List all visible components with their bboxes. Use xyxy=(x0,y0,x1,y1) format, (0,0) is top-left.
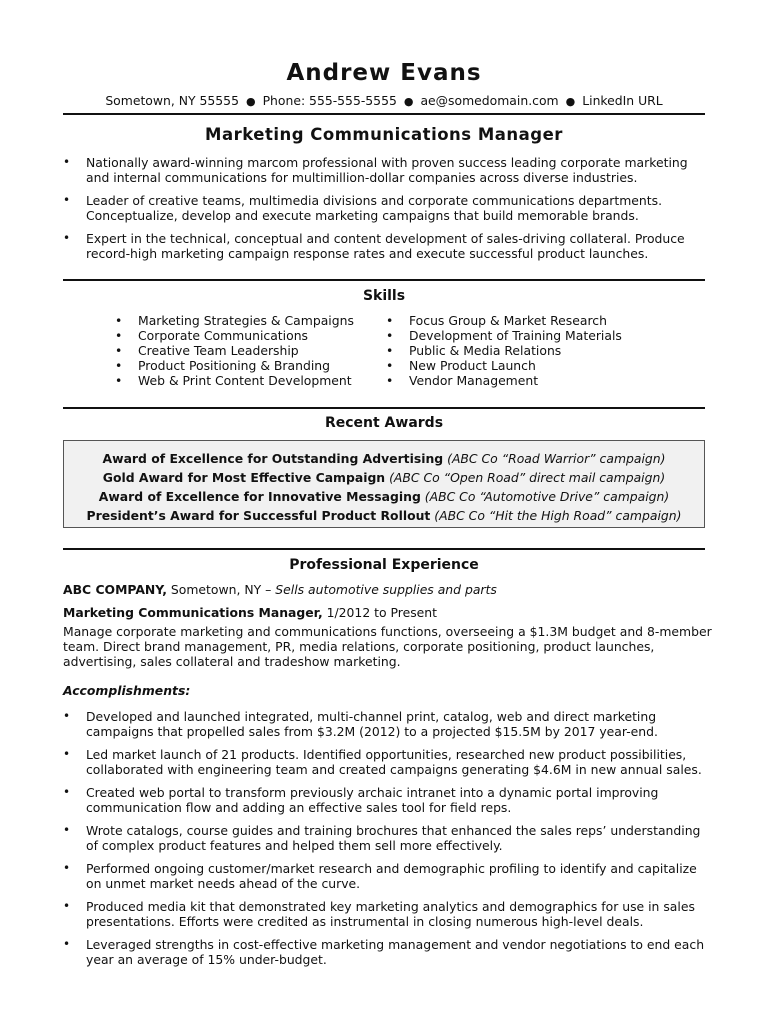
skill-item: • Focus Group & Market Research xyxy=(386,313,656,328)
award-name: President’s Award for Successful Product Rollout xyxy=(86,508,431,523)
award-item xyxy=(64,487,704,506)
awards-box xyxy=(63,440,705,528)
role-description: Manage corporate marketing and communications functions, overseeing a $1.3M budget and 8-member team. Direct brand management, PR, media relations, corporate positioning, product launches, advertising, sales collateral and tradeshow marketing. xyxy=(63,624,712,669)
award-name: Award of Excellence for Innovative Messaging xyxy=(98,489,421,504)
contact-email[interactable]: ae@somedomain.com xyxy=(420,93,559,108)
role-dates: 1/2012 to Present xyxy=(326,605,438,620)
company-location: Sometown, NY – xyxy=(170,582,272,597)
award-detail: (ABC Co “Hit the High Road” campaign) xyxy=(434,508,682,523)
skill-item: • Creative Team Leadership xyxy=(115,343,375,358)
award-detail: (ABC Co “Automotive Drive” campaign) xyxy=(424,489,670,504)
contact-phone: Phone: 555-555-5555 xyxy=(262,93,397,108)
award-item xyxy=(64,468,704,487)
skills-list-right xyxy=(386,313,656,388)
skill-item: • Corporate Communications xyxy=(115,328,375,343)
contact-separator: ● xyxy=(565,95,576,108)
skill-item: • Public & Media Relations xyxy=(386,343,656,358)
accomplishment-item: • Leveraged strengths in cost-effective marketing management and vendor negotiations to end each year an average of 15% under-budget. xyxy=(63,937,713,967)
summary-item: • Nationally award-winning marcom professional with proven success leading corporate marketing and internal communications for multimillion-dollar companies across diverse industries. xyxy=(63,155,713,185)
company-name: ABC COMPANY, xyxy=(63,582,167,597)
candidate-name: Andrew Evans xyxy=(286,60,482,86)
company-line xyxy=(63,582,497,597)
contact-address: Sometown, NY 55555 xyxy=(105,93,239,108)
accomplishment-item: • Wrote catalogs, course guides and training brochures that enhanced the sales reps’ understanding of complex product features and helped them sell more effectively. xyxy=(63,823,713,853)
contact-line xyxy=(0,93,768,109)
award-name: Award of Excellence for Outstanding Advertising xyxy=(102,451,444,466)
award-name: Gold Award for Most Effective Campaign xyxy=(102,470,386,485)
accomplishments-heading: Accomplishments: xyxy=(63,683,191,698)
accomplishment-item: • Performed ongoing customer/market research and demographic profiling to identify and capitalize on unmet market needs ahead of the curve. xyxy=(63,861,713,891)
skill-item: • Vendor Management xyxy=(386,373,656,388)
awards-heading: Recent Awards xyxy=(324,415,444,431)
contact-separator: ● xyxy=(403,95,414,108)
resume-title: Marketing Communications Manager xyxy=(205,125,563,144)
skills-heading: Skills xyxy=(362,288,406,304)
skill-item: • Web & Print Content Development xyxy=(115,373,375,388)
company-description: Sells automotive supplies and parts xyxy=(275,582,497,597)
accomplishment-item: • Created web portal to transform previously archaic intranet into a dynamic portal improving communication flow and adding an effective sales tool for field reps. xyxy=(63,785,713,815)
accomplishment-item: • Produced media kit that demonstrated key marketing analytics and demographics for use in sales presentations. Efforts were credited as instrumental in closing numerous high-level deals. xyxy=(63,899,713,929)
skill-item: • Marketing Strategies & Campaigns xyxy=(115,313,375,328)
skill-item: • Development of Training Materials xyxy=(386,328,656,343)
header-divider xyxy=(63,113,705,115)
summary-item: • Leader of creative teams, multimedia divisions and corporate communications departments. Conceptualize, develop and execute marketing campaigns that build memorable brands. xyxy=(63,193,713,223)
award-detail: (ABC Co “Open Road” direct mail campaign) xyxy=(389,470,666,485)
experience-divider xyxy=(63,548,705,550)
summary-list xyxy=(63,155,713,269)
contact-separator: ● xyxy=(245,95,256,108)
accomplishments-list xyxy=(63,709,713,975)
skills-list-left xyxy=(115,313,375,388)
accomplishment-item: • Led market launch of 21 products. Identified opportunities, researched new product possibilities, collaborated with engineering team and created campaigns generating $4.6M in new annual sales. xyxy=(63,747,713,777)
awards-divider xyxy=(63,407,705,409)
summary-item: • Expert in the technical, conceptual and content development of sales-driving collateral. Produce record-high marketing campaign response rates and execute successful product launches. xyxy=(63,231,713,261)
award-item xyxy=(64,449,704,468)
experience-heading: Professional Experience xyxy=(289,557,479,573)
skill-item: • New Product Launch xyxy=(386,358,656,373)
role-line xyxy=(63,605,437,620)
award-item xyxy=(64,506,704,525)
role-title: Marketing Communications Manager, xyxy=(63,605,323,620)
skills-divider xyxy=(63,279,705,281)
skill-item: • Product Positioning & Branding xyxy=(115,358,375,373)
award-detail: (ABC Co “Road Warrior” campaign) xyxy=(447,451,666,466)
contact-linkedin[interactable]: LinkedIn URL xyxy=(582,93,663,108)
accomplishment-item: • Developed and launched integrated, multi-channel print, catalog, web and direct marketing campaigns that propelled sales from $3.2M (2012) to a projected $15.5M by 2017 year-end. xyxy=(63,709,713,739)
